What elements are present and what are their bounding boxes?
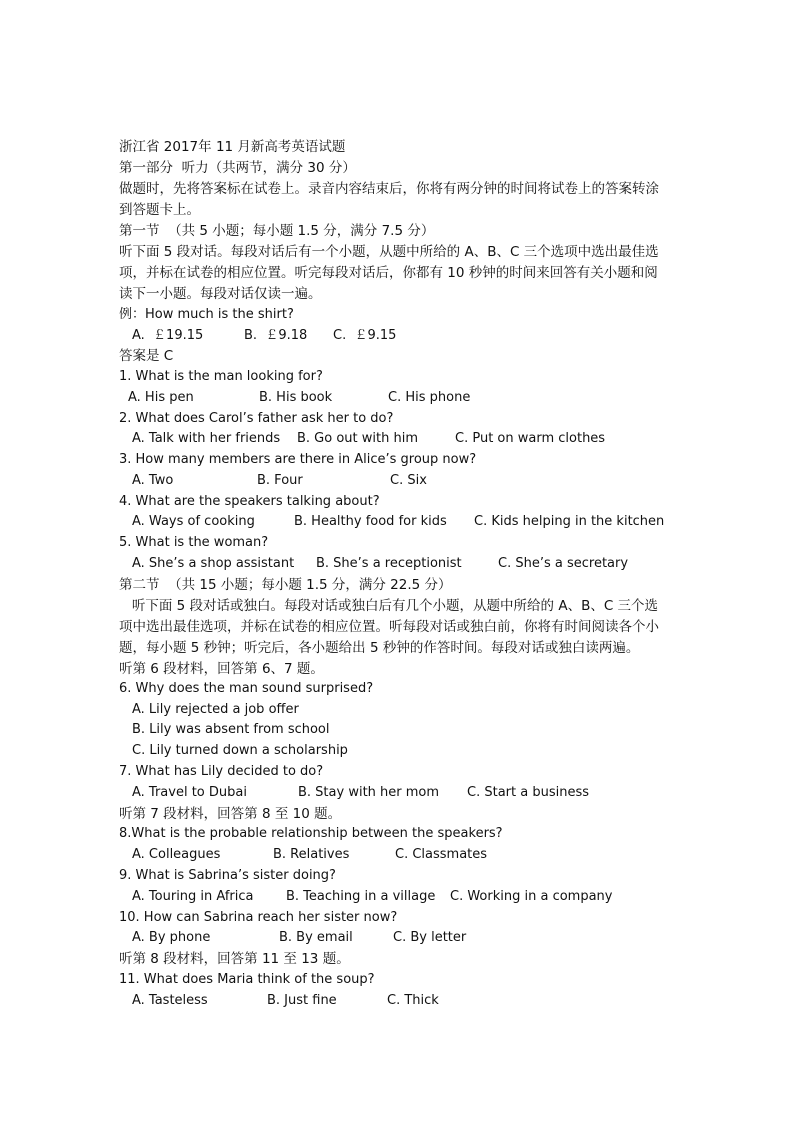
option: A. Talk with her friends	[132, 431, 281, 446]
section2-heading: 第二节 （共 15 小题；每小题 1.5 分，满分 22.5 分）	[119, 577, 452, 593]
option: B. Stay with her mom	[298, 785, 440, 800]
option: B. Go out with him	[297, 431, 418, 446]
option: C. Classmates	[395, 847, 488, 862]
example-option: B. ￡9.18	[244, 328, 308, 343]
question: 1. What is the man looking for?	[119, 369, 323, 384]
part1-heading: 第一部分 听力（共两节，满分 30 分）	[119, 160, 356, 176]
exam-title: 浙江省 2017年 11 月新高考英语试题	[119, 139, 346, 155]
option: C. She’s a secretary	[498, 556, 629, 571]
question: 10. How can Sabrina reach her sister now?	[119, 910, 398, 925]
option: C. Working in a company	[450, 889, 613, 904]
option: A. His pen	[128, 390, 194, 405]
instruction-line: 题，每小题 5 秒钟；听完后，各小题给出 5 秒钟的作答时间。每段对话或独白读两遍。	[119, 640, 640, 656]
example-option: A. ￡19.15	[132, 328, 204, 343]
option: A. Colleagues	[132, 847, 221, 862]
option: B. Healthy food for kids	[294, 514, 447, 529]
option: C. Six	[390, 473, 427, 488]
instruction-line: 读下一小题。每段对话仅读一遍。	[119, 286, 322, 302]
material-heading: 听第 6 段材料，回答第 6、7 题。	[119, 661, 324, 677]
instruction-line: 到答题卡上。	[119, 202, 200, 218]
option: A. She’s a shop assistant	[132, 556, 295, 571]
option: C. Thick	[387, 993, 439, 1008]
option: A. Ways of cooking	[132, 514, 255, 529]
question: 7. What has Lily decided to do?	[119, 764, 324, 779]
option: C. His phone	[388, 390, 471, 405]
material-heading: 听第 7 段材料，回答第 8 至 10 题。	[119, 806, 342, 822]
question: 8.What is the probable relationship between the speakers?	[119, 826, 503, 841]
question: 6. Why does the man sound surprised?	[119, 681, 374, 696]
option: A. Travel to Dubai	[132, 785, 247, 800]
option: C. Put on warm clothes	[455, 431, 606, 446]
option: B. Just fine	[267, 993, 337, 1008]
option: A. Tasteless	[132, 993, 208, 1008]
option: B. His book	[259, 390, 333, 405]
option: C. Start a business	[467, 785, 589, 800]
instruction-line: 听下面 5 段对话或独白。每段对话或独白后有几个小题，从题中所给的 A、B、C 三个选	[119, 598, 659, 614]
option: A. Lily rejected a job offer	[132, 702, 299, 717]
question: 11. What does Maria think of the soup?	[119, 972, 375, 987]
question: 4. What are the speakers talking about?	[119, 494, 380, 509]
instruction-line: 项中选出最佳选项，并标在试卷的相应位置。听每段对话或独白前，你将有时间阅读各个小	[119, 619, 659, 635]
option: B. Teaching in a village	[286, 889, 436, 904]
instruction-line: 做题时，先将答案标在试卷上。录音内容结束后，你将有两分钟的时间将试卷上的答案转涂	[119, 181, 659, 197]
example-question: 例：How much is the shirt?	[119, 307, 294, 322]
option: A. By phone	[132, 930, 211, 945]
example-answer: 答案是 C	[119, 348, 174, 364]
option: B. Lily was absent from school	[132, 722, 330, 737]
question: 2. What does Carol’s father ask her to do?	[119, 411, 394, 426]
instruction-line: 项，并标在试卷的相应位置。听完每段对话后，你都有 10 秒钟的时间来回答有关小题和阅	[119, 265, 658, 281]
option: B. Relatives	[273, 847, 350, 862]
option: A. Touring in Africa	[132, 889, 254, 904]
example-option: C. ￡9.15	[333, 328, 397, 343]
question: 9. What is Sabrina’s sister doing?	[119, 868, 336, 883]
option: C. Lily turned down a scholarship	[132, 743, 348, 758]
material-heading: 听第 8 段材料，回答第 11 至 13 题。	[119, 951, 350, 967]
section1-heading: 第一节 （共 5 小题；每小题 1.5 分，满分 7.5 分）	[119, 223, 435, 239]
option: C. Kids helping in the kitchen	[474, 514, 665, 529]
option: B. By email	[279, 930, 353, 945]
option: B. She’s a receptionist	[316, 556, 462, 571]
option: A. Two	[132, 473, 174, 488]
question: 5. What is the woman?	[119, 535, 269, 550]
option: C. By letter	[393, 930, 467, 945]
option: B. Four	[257, 473, 303, 488]
question: 3. How many members are there in Alice’s group now?	[119, 452, 477, 467]
instruction-line: 听下面 5 段对话。每段对话后有一个小题，从题中所给的 A、B、C 三个选项中选出最佳选	[119, 244, 659, 260]
